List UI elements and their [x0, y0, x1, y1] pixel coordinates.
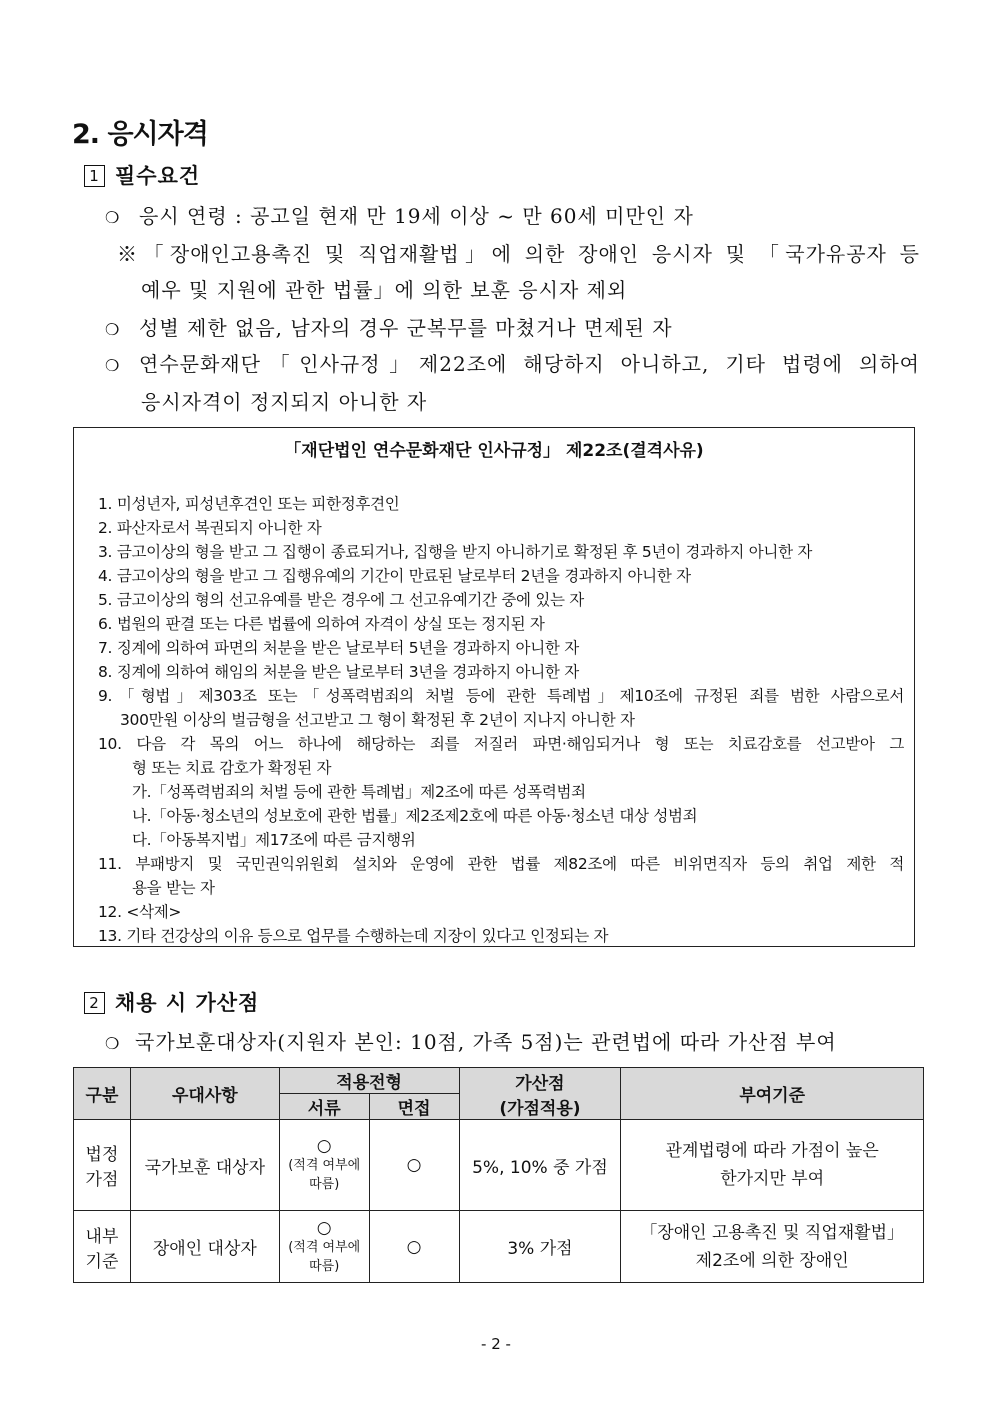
- criteria-line-2: 제2조에 의한 장애인: [695, 1250, 849, 1271]
- bullet-symbol: ❍: [105, 1034, 121, 1053]
- list-item: 7. 징계에 의하여 파면의 처분을 받은 날로부터 5년을 경과하지 아니한 자: [98, 639, 579, 657]
- bullet-symbol: ❍: [105, 320, 121, 339]
- cell-interview: ○: [369, 1211, 459, 1283]
- header-benefit: 우대사항: [130, 1068, 279, 1120]
- header-stage: 적용전형: [279, 1068, 459, 1094]
- list-subitem: 나.「아동·청소년의 성보호에 관한 법률」제2조제2호에 따른 아동·청소년 대상 성범죄: [132, 807, 698, 825]
- list-item-continuation: 300만원 이상의 벌금형을 선고받고 그 형이 확정된 후 2년이 지나지 아니한 자: [120, 711, 635, 729]
- doc-note-line-2: 따름): [309, 1177, 340, 1192]
- circle-mark: ○: [316, 1136, 332, 1156]
- list-item: 13. 기타 건강상의 이유 등으로 업무를 수행하는데 지장이 있다고 인정되는 자: [98, 927, 609, 945]
- list-item: 1. 미성년자, 피성년후견인 또는 피한정후견인: [98, 495, 400, 513]
- bullet-text: 국가보훈대상자(지원자 본인: 10점, 가족 5점)는 관련법에 따라 가산점 부여: [135, 1030, 837, 1054]
- list-item: 11. 부패방지 및 국민권익위원회 설치와 운영에 관한 법률 제82조에 따른 비위면직자 등의 취업 제한 적: [98, 855, 904, 873]
- cell-type-line-2: 기준: [85, 1251, 119, 1272]
- section-title: 2. 응시자격: [72, 119, 208, 150]
- list-item: 4. 금고이상의 형을 받고 그 집행유예의 기간이 만료된 날로부터 2년을 경과하지 아니한 자: [98, 567, 691, 585]
- bullet-bonus: [105, 1026, 837, 1055]
- cell-type: [74, 1120, 131, 1211]
- bullet-symbol: ❍: [105, 208, 121, 227]
- bullet-text: 연수문화재단「인사규정」제22조에 해당하지 아니하고, 기타 법령에 의하여: [139, 352, 920, 376]
- list-subitem: 가.「성폭력범죄의 처벌 등에 관한 특례법」제2조에 따른 성폭력범죄: [132, 783, 586, 801]
- doc-note-line-1: (적격 여부에: [288, 1158, 361, 1173]
- bullet-age: [105, 200, 694, 229]
- subsection-number: 2: [84, 992, 105, 1014]
- cell-points: 5%, 10% 중 가점: [459, 1120, 621, 1211]
- list-item-continuation: 형 또는 치료 감호가 확정된 자: [132, 759, 332, 777]
- bullet-gender: [105, 312, 673, 341]
- header-points-line-2: (가점적용): [499, 1098, 581, 1119]
- bullet-text: 성별 제한 없음, 남자의 경우 군복무를 마쳤거나 면제된 자: [139, 316, 673, 340]
- cell-criteria: [621, 1211, 924, 1283]
- subsection-heading-bonus: [84, 987, 259, 1017]
- header-type: 구분: [74, 1068, 131, 1120]
- list-item: 10. 다음 각 목의 어느 하나에 해당하는 죄를 저질러 파면·해임되거나 형 또는 치료감호를 선고받아 그: [98, 735, 904, 753]
- header-points-line-1: 가산점: [515, 1073, 565, 1094]
- bullet-regulation-line-2: 응시자격이 정지되지 아니한 자: [141, 390, 428, 414]
- cell-type-line-2: 가점: [85, 1170, 119, 1190]
- list-item: 8. 징계에 의하여 해임의 처분을 받은 날로부터 3년을 경과하지 아니한 자: [98, 663, 579, 681]
- cell-benefit: 국가보훈 대상자: [130, 1120, 279, 1211]
- cell-points: 3% 가점: [459, 1211, 621, 1283]
- list-item: 9.「형법」제303조 또는「성폭력범죄의 처벌 등에 관한 특례법」제10조에 규정된 죄를 범한 사람으로서: [98, 687, 904, 705]
- list-item: 5. 금고이상의 형의 선고유예를 받은 경우에 그 선고유예기간 중에 있는 자: [98, 591, 584, 609]
- note-text: 「장애인고용촉진 및 직업재활법」에 의한 장애인 응시자 및 「국가유공자 등: [143, 242, 921, 266]
- cell-benefit: 장애인 대상자: [130, 1211, 279, 1283]
- cell-criteria: [621, 1120, 924, 1211]
- note-line-2: 예우 및 지원에 관한 법률」에 의한 보훈 응시자 제외: [141, 278, 628, 302]
- criteria-line-2: 한가지만 부여: [720, 1169, 825, 1189]
- list-item: 6. 법원의 판결 또는 다른 법률에 의하여 자격이 상실 또는 정지된 자: [98, 615, 545, 633]
- list-item: 2. 파산자로서 복권되지 아니한 자: [98, 519, 322, 537]
- list-item-continuation: 용을 받는 자: [132, 879, 215, 897]
- list-item: 12. <삭제>: [98, 903, 182, 921]
- doc-note-line-2: 따름): [309, 1258, 340, 1274]
- cell-doc: [279, 1120, 369, 1211]
- cell-interview: ○: [369, 1120, 459, 1211]
- cell-type-line-1: 내부: [85, 1226, 119, 1247]
- cell-type-line-1: 법정: [85, 1145, 119, 1165]
- list-subitem: 다.「아동복지법」제17조에 따른 금지행위: [132, 831, 416, 849]
- header-points: [459, 1068, 621, 1120]
- subsection-title: 채용 시 가산점: [115, 990, 260, 1015]
- doc-note-line-1: (적격 여부에: [288, 1239, 361, 1255]
- disqualification-box: [73, 427, 915, 947]
- box-title: 「재단법인 연수문화재단 인사규정」 제22조(결격사유): [284, 441, 704, 461]
- subsection-heading-requirements: [84, 160, 200, 190]
- note-mark: ※: [117, 242, 144, 266]
- table-row: [74, 1211, 924, 1283]
- header-doc: 서류: [279, 1094, 369, 1120]
- header-criteria: 부여기준: [621, 1068, 924, 1120]
- header-interview: 면접: [369, 1094, 459, 1120]
- page-number: - 2 -: [481, 1335, 511, 1353]
- bonus-table: [73, 1067, 924, 1283]
- cell-type: [74, 1211, 131, 1283]
- note-line-1: [117, 238, 920, 267]
- bullet-symbol: ❍: [105, 356, 121, 375]
- circle-mark: ○: [316, 1217, 332, 1238]
- criteria-line-1: 「장애인 고용촉진 및 직업재활법」: [640, 1222, 905, 1243]
- subsection-number: 1: [84, 165, 105, 187]
- table-row: [74, 1120, 924, 1211]
- criteria-line-1: 관계법령에 따라 가점이 높은: [665, 1141, 879, 1161]
- list-item: 3. 금고이상의 형을 받고 그 집행이 종료되거나, 집행을 받지 아니하기로 확정된 후 5년이 경과하지 아니한 자: [98, 543, 813, 561]
- bullet-regulation: [105, 348, 920, 377]
- subsection-title: 필수요건: [115, 163, 201, 188]
- bullet-text: 응시 연령 : 공고일 현재 만 19세 이상 ~ 만 60세 미만인 자: [139, 204, 694, 228]
- cell-doc: [279, 1211, 369, 1283]
- table-header-row: [74, 1068, 924, 1094]
